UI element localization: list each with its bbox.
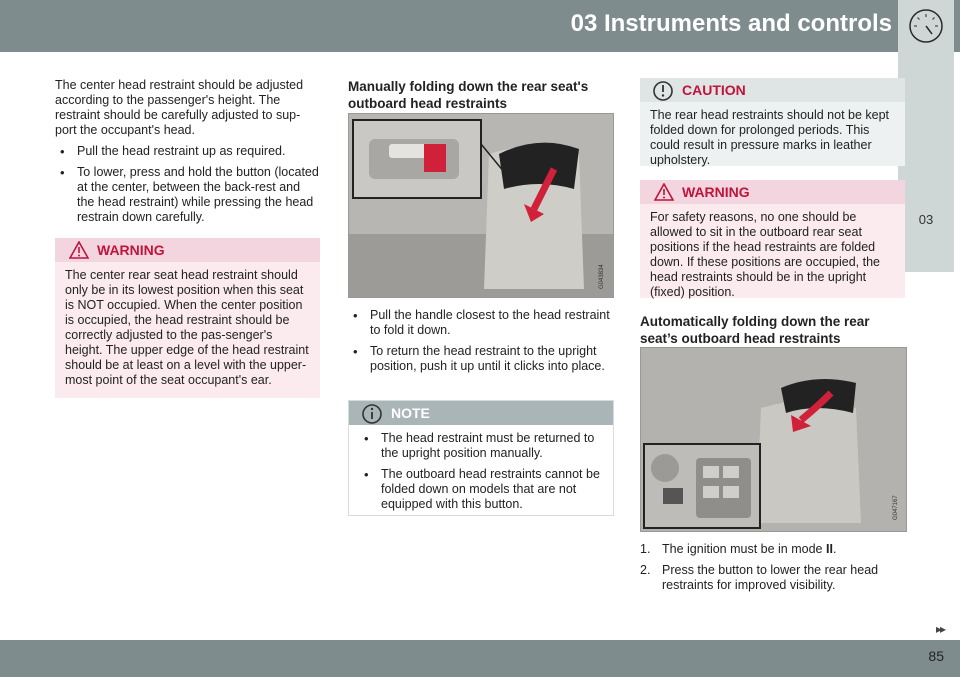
button-photo — [640, 347, 907, 532]
warning-box — [640, 180, 905, 298]
column-2-heading — [348, 78, 613, 118]
step-item: 2. Press the button to lower the rear head restraints for improved visibility. — [640, 563, 879, 592]
list-item: • The outboard head restraints cannot be folded down on models that are not equipped with this button. — [359, 467, 603, 512]
bullet-list — [348, 308, 613, 374]
list-item: • Pull the handle closest to the head restraint to fold it down. — [348, 308, 613, 338]
list-item: • The head restraint must be returned to the upright position manually. — [359, 431, 603, 461]
steps-list — [640, 542, 905, 593]
caution-title: CAUTION — [682, 82, 746, 98]
page-footer — [0, 640, 960, 677]
caution-text: The rear head restraints should not be kept folded down for prolonged periods. This could result in pressure marks in leather upholstery. — [650, 108, 890, 167]
double-chevron-right-icon[interactable]: ▸▸ — [935, 622, 944, 636]
note-list — [359, 431, 603, 512]
image-code: G043834 — [599, 264, 605, 289]
caution-box — [640, 78, 905, 166]
rear-seat-photo — [348, 113, 614, 298]
column-2-body — [348, 308, 613, 380]
step-item: 1. The ignition must be in mode II. — [640, 542, 837, 556]
list-item: • To lower, press and hold the button (located at the center, between the back-rest and the head restraint) while pressing the head restrain down carefully. — [55, 165, 320, 225]
bullet-list — [55, 144, 320, 225]
warning-title: WARNING — [682, 184, 750, 200]
page-header — [0, 0, 960, 52]
chapter-tab-label: 03 — [918, 212, 934, 227]
list-item: • Pull the head restraint up as required. — [55, 144, 320, 159]
column-1 — [55, 78, 320, 231]
warning-text: The center rear seat head restraint should only be in its lowest position when this seat is NOT occupied. When the center position is occupied, the head restraint should be correctly adjusted to the pas-senger's height. The upper edge of the head restraint should be at least on a level with the upper-most point of the seat occupant's ear. — [65, 268, 309, 387]
note-title: NOTE — [391, 405, 430, 421]
warning-box — [55, 238, 320, 398]
page-number: 85 — [928, 648, 944, 664]
chapter-title: 03 Instruments and controls — [570, 10, 892, 37]
warning-triangle-icon — [69, 241, 89, 259]
column-3-body — [640, 542, 905, 599]
warning-text: For safety reasons, no one should be allowed to sit in the outboard rear seat positions if the head restraints are folded down. If these positions are occupied, the head restraints should be in the upright (fixed) position. — [650, 210, 881, 299]
section-heading: Manually folding down the rear seat's outboard head restraints — [348, 79, 589, 111]
info-icon — [361, 403, 383, 425]
note-box — [348, 400, 614, 516]
section-heading: Automatically folding down the rear seat’s outboard head restraints — [640, 314, 870, 346]
caution-icon — [652, 80, 674, 102]
intro-paragraph: The center head restraint should be adjusted according to the passenger's height. The restraint should be carefully adjusted to sup-port the occupant's head. — [55, 78, 304, 137]
warning-title: WARNING — [97, 242, 165, 258]
chapter-side-tab[interactable] — [898, 52, 954, 272]
list-item: • To return the head restraint to the upright position, push it up until it clicks into place. — [348, 344, 613, 374]
image-code: G047167 — [893, 495, 899, 520]
speedometer-icon — [898, 0, 954, 52]
warning-triangle-icon — [654, 183, 674, 201]
